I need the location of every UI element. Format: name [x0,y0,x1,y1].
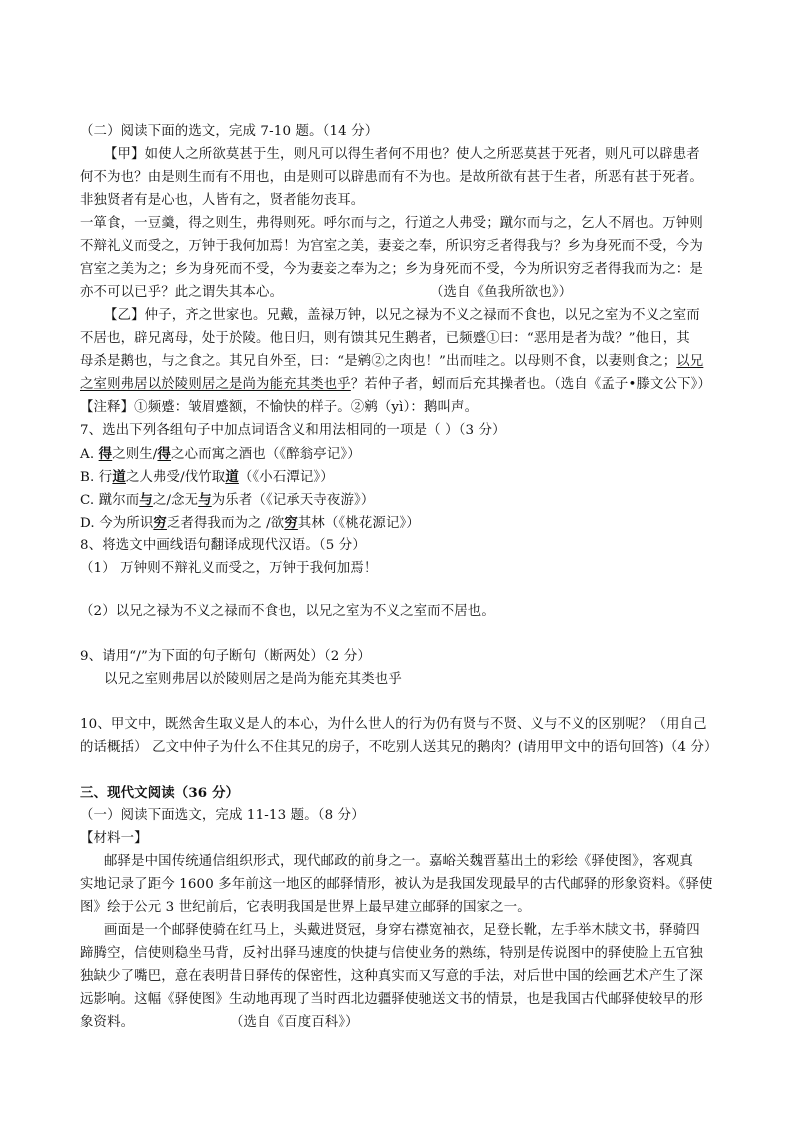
passage-jia-source: （选自《鱼我所欲也》） [430,285,573,300]
passage-jia-line: 亦不可以已乎？此之谓失其本心。 [80,285,284,300]
material-paragraph-line: 远影响。这幅《驿使图》生动地再现了当时西北边疆驿使驰送文书的情景，也是我国古代邮驿使较早的形 [80,992,703,1007]
material-paragraph-line: 独缺少了嘴巴，意在表明昔日驿传的保密性，这种真实而又写意的手法，对后世中国的绘画艺术产生了深 [80,969,703,984]
question-7-option-b: B. 行道之人弗受/伐竹取道（《小石潭记》） [80,469,334,485]
material-source: （选自《百度百科》） [230,1015,359,1030]
passage-jia-line: 一箪食，一豆羹，得之则生，弗得则死。呼尔而与之，行道之人弗受；蹴尔而与之，乞人不屑也。万钟则 [80,216,703,231]
section-header: 三、现代文阅读（36 分） [80,785,240,801]
material-paragraph-line: 实地记录了距今 1600 多年前这一地区的邮驿情形，被认为是我国发现最早的古代邮驿的形象资料。《驿使 [80,877,713,892]
question-7-option-c: C. 蹴尔而与之/念无与为乐者（《记承天寺夜游》） [80,492,375,508]
passage-yi-line: 【乙】仲子，齐之世家也。兄戴，盖禄万钟，以兄之禄为不义之禄而不食也，以兄之室为不义之室而 [104,308,700,323]
material-paragraph-line: 画面是一个邮驿使骑在红马上，头戴进贤冠，身穿右襟宽袖衣，足登长靴，左手举木牍文书，驿骑四 [104,923,700,938]
passage-jia-line: 非独贤者有是心也，人皆有之，贤者能勿丧耳。 [80,193,365,208]
dotted-word: 穷 [284,515,298,531]
question-8-stem: 8、将选文中画线语句翻译成现代汉语。（5 分） [80,538,366,553]
dotted-word: 得 [157,446,172,462]
dotted-word: 得 [98,446,113,462]
material-paragraph-line: 邮驿是中国传统通信组织形式，现代邮政的前身之一。嘉峪关魏晋墓出土的彩绘《驿使图》，客观真 [104,854,694,869]
dotted-word: 穷 [153,515,167,531]
passage-yi-text: 母杀是鹅也，与之食之。其兄自外至，曰：“是鹓②之肉也！”出而哇之。以母则不食，以妻则食之； [80,354,677,369]
passage-jia-line: 【甲】如使人之所欲莫甚于生，则凡可以得生者何不用也？使人之所恶莫甚于死者，则凡可以辟患者 [104,147,700,162]
annotation: 【注释】①频蹙：皱眉蹙额，不愉快的样子。②鹓（yì）：鹅叫声。 [80,400,479,415]
question-8-sentence-1: （1） 万钟则不辩礼义而受之，万钟于我何加焉！ [80,561,378,576]
question-8-sentence-2: （2）以兄之禄为不义之禄而不食也，以兄之室为不义之室而不居也。 [80,604,495,619]
passage-yi-line [80,352,703,372]
subsection-header: （一）阅读下面选文，完成 11-13 题。（8 分） [80,808,365,823]
material-paragraph-line: 蹄腾空，信使则稳坐马背，反衬出驿马速度的快捷与信使业务的熟练，特别是传说图中的驿使脸上五官独 [80,946,703,961]
underlined-sentence: 以兄 [676,354,704,369]
question-7-stem: 7、选出下列各组句子中加点词语含义和用法相同的一项是（ ）（3 分） [80,423,506,438]
dotted-word: 与 [198,492,212,508]
material-label: 【材料一】 [80,831,148,846]
section-header: （二）阅读下面的选文，完成 7-10 题。（14 分） [80,124,379,139]
passage-yi-text: ？若仲子者，蚓而后充其操者也。（选自《孟子•滕文公下》） [350,377,712,392]
passage-jia-line: 何不为也？由是则生而有不用也，由是则可以辟患而有不为也。是故所欲有甚于生者，所恶有甚于死者。 [80,170,703,185]
material-paragraph-line: 图》绘于公元 3 世纪前后，它表明我国是世界上最早建立邮驿的国家之一。 [80,900,531,915]
question-7-option-a: A. 得之则生/得之心而寓之酒也（《醉翁亭记》） [80,446,361,462]
passage-yi-line: 不居也，辟兄离母，处于於陵。他日归，则有馈其兄生鹅者，已频蹙①曰：“恶用是者为哉？”他日，其 [80,331,690,346]
dotted-word: 与 [139,492,153,508]
material-paragraph-line: 象资料。 [80,1015,135,1030]
question-9-sentence: 以兄之室则弗居以於陵则居之是尚为能充其类也乎 [104,672,402,687]
question-7-option-d: D. 今为所识穷乏者得我而为之 /欲穷其林（《桃花源记》） [80,515,420,531]
dotted-word: 道 [112,469,126,485]
question-10-line: 10、甲文中，既然舍生取义是人的本心，为什么世人的行为仍有贤与不贤、义与不义的区别呢？（用自己 [80,717,707,732]
passage-yi-line [80,375,711,395]
dotted-word: 道 [225,469,239,485]
passage-jia-line: 宫室之美为之；乡为身死而不受，今为妻妾之奉为之；乡为身死而不受，今为所识穷乏者得我而为之：是 [80,262,703,277]
question-9-stem: 9、请用“/”为下面的句子断句（断两处）（2 分） [80,649,371,664]
question-10-line: 的话概括） 乙文中仲子为什么不住其兄的房子，不吃别人送其兄的鹅肉？(请用甲文中的语句回答)（4 分） [80,740,718,755]
underlined-sentence: 之室则弗居以於陵则居之是尚为能充其类也乎 [80,377,351,392]
passage-jia-line: 不辩礼义而受之，万钟于我何加焉！为宫室之美，妻妾之奉，所识穷乏者得我与？乡为身死而不受，今为 [80,239,703,254]
